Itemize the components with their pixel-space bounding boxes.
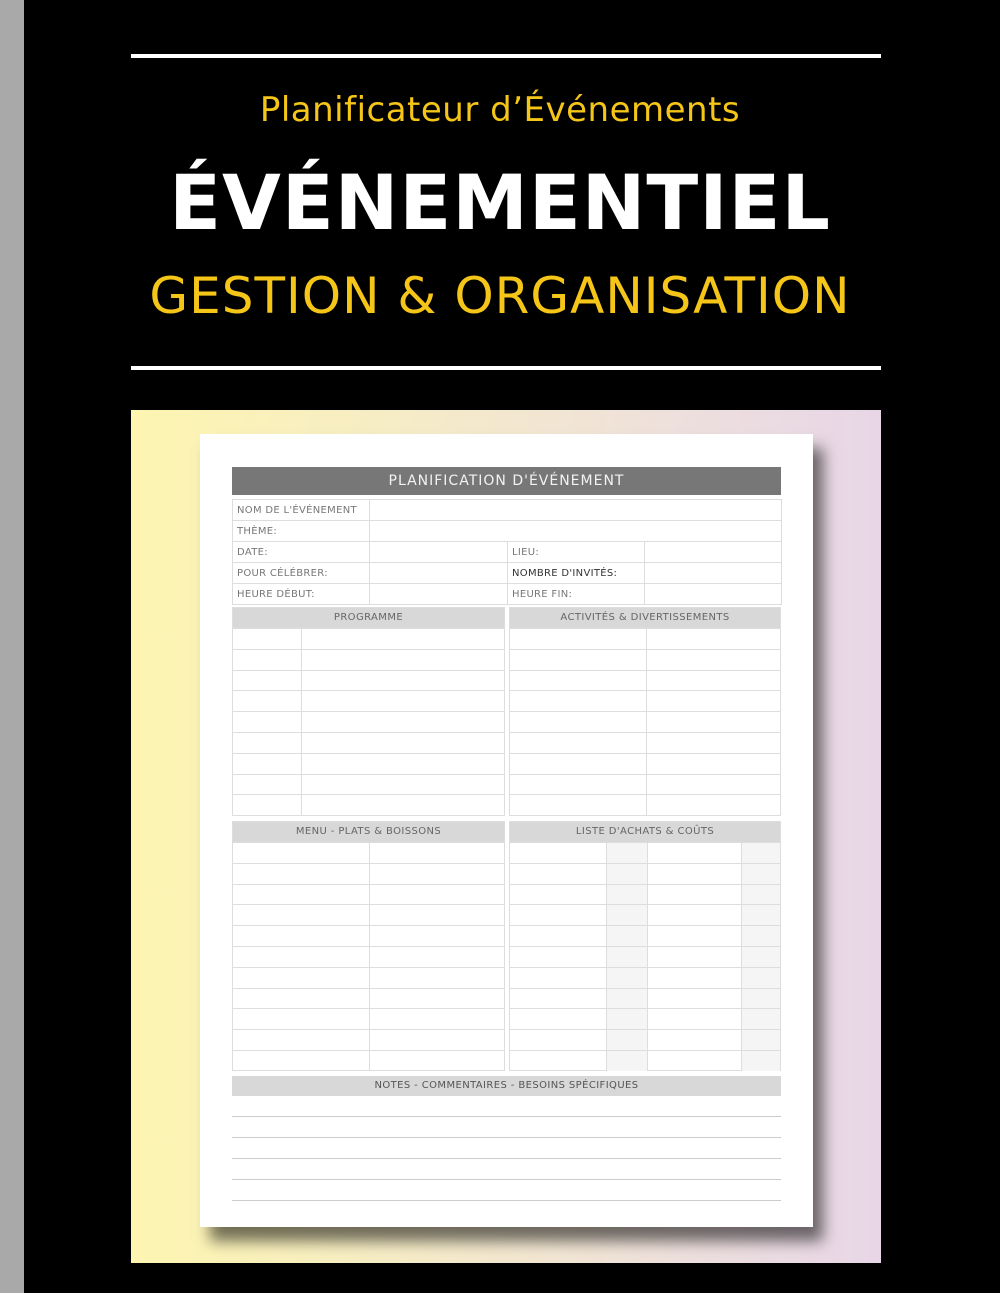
grid-row — [233, 863, 504, 884]
note-line — [232, 1179, 781, 1180]
grid-cell — [510, 946, 606, 967]
grid-cell — [510, 843, 606, 864]
grid-cell — [606, 967, 647, 988]
grid-cell — [647, 926, 741, 947]
grid-cell — [606, 1050, 647, 1071]
grid-row — [510, 1050, 780, 1071]
grid-row — [233, 795, 504, 816]
row-event-name — [233, 500, 782, 521]
grid-cell — [510, 905, 606, 926]
grid-cell — [301, 649, 504, 670]
grid-cell — [369, 863, 504, 884]
grid-cell — [606, 1030, 647, 1051]
grid-cell — [369, 905, 504, 926]
grid-cell — [647, 1050, 741, 1071]
grid-cell — [233, 1009, 369, 1030]
grid-cell — [510, 795, 646, 816]
label-event-name: NOM DE L'ÉVÉNEMENT — [233, 500, 370, 521]
grid-cell — [233, 884, 369, 905]
grid-cell — [646, 670, 780, 691]
grid-row — [510, 712, 780, 733]
grid-row — [233, 884, 504, 905]
grid-cell — [647, 988, 741, 1009]
grid-row — [233, 1050, 504, 1071]
note-line — [232, 1116, 781, 1117]
grid-cell — [301, 691, 504, 712]
grid-row — [233, 967, 504, 988]
grid-cell — [646, 691, 780, 712]
grid-cell — [647, 863, 741, 884]
field-start-time — [370, 584, 508, 605]
shopping-section — [509, 821, 781, 1071]
grid-row — [510, 629, 780, 650]
grid-cell — [741, 1009, 780, 1030]
grid-cell — [510, 1050, 606, 1071]
field-theme — [370, 521, 782, 542]
row-date-place — [233, 542, 782, 563]
grid-row — [233, 843, 504, 864]
grid-cell — [741, 863, 780, 884]
cover-subtitle: Planificateur d’Événements — [259, 90, 741, 130]
grid-cell — [606, 926, 647, 947]
grid-cell — [510, 1030, 606, 1051]
grid-cell — [369, 884, 504, 905]
grid-row — [233, 1030, 504, 1051]
shopping-header: LISTE D'ACHATS & COÛTS — [510, 822, 780, 842]
grid-cell — [741, 843, 780, 864]
grid-cell — [369, 1050, 504, 1071]
field-date — [370, 542, 508, 563]
grid-cell — [233, 988, 369, 1009]
notes-header: NOTES - COMMENTAIRES - BESOINS SPÉCIFIQUES — [232, 1076, 781, 1096]
grid-cell — [646, 753, 780, 774]
grid-row — [510, 884, 780, 905]
grid-cell — [510, 967, 606, 988]
grid-row — [510, 774, 780, 795]
activities-header: ACTIVITÉS & DIVERTISSEMENTS — [510, 608, 780, 628]
menu-grid — [233, 842, 504, 1071]
grid-cell — [510, 649, 646, 670]
grid-row — [510, 843, 780, 864]
grid-cell — [233, 843, 369, 864]
programme-grid — [233, 628, 504, 816]
event-info-table — [232, 499, 782, 605]
grid-cell — [233, 1030, 369, 1051]
grid-cell — [741, 905, 780, 926]
grid-cell — [233, 712, 301, 733]
grid-row — [233, 926, 504, 947]
field-end-time — [645, 584, 782, 605]
menu-section — [232, 821, 505, 1071]
grid-cell — [606, 905, 647, 926]
cover-title: ÉVÉNEMENTIEL — [169, 158, 831, 247]
menu-header: MENU - PLATS & BOISSONS — [233, 822, 504, 842]
field-guests — [645, 563, 782, 584]
grid-cell — [510, 670, 646, 691]
grid-cell — [646, 649, 780, 670]
grid-row — [510, 753, 780, 774]
grid-cell — [233, 1050, 369, 1071]
grid-row — [510, 967, 780, 988]
grid-row — [510, 905, 780, 926]
grid-cell — [606, 946, 647, 967]
grid-cell — [510, 884, 606, 905]
grid-cell — [646, 795, 780, 816]
grid-cell — [301, 670, 504, 691]
cover-tagline: GESTION & ORGANISATION — [149, 267, 851, 325]
programme-header: PROGRAMME — [233, 608, 504, 628]
grid-row — [510, 691, 780, 712]
grid-cell — [301, 732, 504, 753]
label-date: DATE: — [233, 542, 370, 563]
grid-cell — [647, 946, 741, 967]
grid-cell — [646, 732, 780, 753]
grid-row — [233, 691, 504, 712]
grid-row — [233, 946, 504, 967]
grid-cell — [510, 691, 646, 712]
planner-page-preview — [200, 434, 813, 1227]
field-event-name — [370, 500, 782, 521]
grid-cell — [233, 649, 301, 670]
grid-row — [233, 905, 504, 926]
grid-row — [510, 946, 780, 967]
sheet-title: PLANIFICATION D'ÉVÉNEMENT — [232, 467, 781, 495]
grid-cell — [233, 795, 301, 816]
bottom-divider — [131, 366, 881, 370]
grid-row — [510, 926, 780, 947]
grid-cell — [741, 1050, 780, 1071]
activities-grid — [510, 628, 780, 816]
activities-section — [509, 607, 781, 816]
grid-cell — [647, 1030, 741, 1051]
grid-row — [510, 670, 780, 691]
grid-row — [233, 732, 504, 753]
grid-row — [510, 649, 780, 670]
grid-cell — [510, 774, 646, 795]
grid-cell — [510, 753, 646, 774]
note-line — [232, 1158, 781, 1159]
row-theme — [233, 521, 782, 542]
grid-cell — [741, 946, 780, 967]
grid-row — [233, 1009, 504, 1030]
grid-cell — [369, 946, 504, 967]
grid-cell — [233, 863, 369, 884]
row-times — [233, 584, 782, 605]
grid-cell — [510, 629, 646, 650]
grid-row — [510, 863, 780, 884]
grid-cell — [369, 1009, 504, 1030]
note-line — [232, 1200, 781, 1201]
grid-cell — [369, 926, 504, 947]
grid-cell — [369, 843, 504, 864]
label-place: LIEU: — [508, 542, 645, 563]
grid-cell — [647, 884, 741, 905]
grid-cell — [741, 967, 780, 988]
grid-cell — [741, 926, 780, 947]
grid-cell — [510, 926, 606, 947]
grid-cell — [510, 863, 606, 884]
grid-row — [510, 795, 780, 816]
note-line — [232, 1137, 781, 1138]
grid-cell — [233, 967, 369, 988]
grid-row — [510, 1030, 780, 1051]
label-start-time: HEURE DÉBUT: — [233, 584, 370, 605]
grid-cell — [741, 988, 780, 1009]
grid-cell — [647, 1009, 741, 1030]
grid-cell — [646, 712, 780, 733]
grid-cell — [647, 967, 741, 988]
grid-cell — [301, 795, 504, 816]
grid-cell — [233, 774, 301, 795]
grid-cell — [510, 732, 646, 753]
grid-row — [233, 774, 504, 795]
grid-cell — [233, 905, 369, 926]
grid-cell — [606, 1009, 647, 1030]
grid-row — [233, 629, 504, 650]
shopping-grid — [510, 842, 780, 1071]
programme-section — [232, 607, 505, 816]
grid-row — [233, 988, 504, 1009]
grid-cell — [741, 1030, 780, 1051]
grid-cell — [301, 753, 504, 774]
grid-cell — [606, 863, 647, 884]
field-celebrate — [370, 563, 508, 584]
grid-cell — [233, 753, 301, 774]
grid-cell — [510, 1009, 606, 1030]
grid-cell — [647, 905, 741, 926]
grid-row — [510, 1009, 780, 1030]
grid-cell — [646, 774, 780, 795]
label-end-time: HEURE FIN: — [508, 584, 645, 605]
row-celebrate-guests — [233, 563, 782, 584]
grid-cell — [606, 843, 647, 864]
top-divider — [131, 54, 881, 58]
grid-cell — [301, 774, 504, 795]
grid-cell — [233, 691, 301, 712]
grid-cell — [646, 629, 780, 650]
grid-cell — [233, 629, 301, 650]
field-place — [645, 542, 782, 563]
grid-cell — [233, 670, 301, 691]
grid-cell — [606, 988, 647, 1009]
grid-row — [233, 670, 504, 691]
grid-cell — [301, 629, 504, 650]
grid-cell — [233, 946, 369, 967]
grid-cell — [510, 712, 646, 733]
grid-row — [233, 712, 504, 733]
grid-cell — [301, 712, 504, 733]
grid-cell — [233, 926, 369, 947]
grid-cell — [233, 732, 301, 753]
label-theme: THÈME: — [233, 521, 370, 542]
grid-cell — [510, 988, 606, 1009]
grid-cell — [606, 884, 647, 905]
grid-row — [233, 649, 504, 670]
grid-cell — [369, 967, 504, 988]
grid-cell — [741, 884, 780, 905]
label-celebrate: POUR CÉLÉBRER: — [233, 563, 370, 584]
grid-cell — [369, 1030, 504, 1051]
grid-cell — [369, 988, 504, 1009]
grid-row — [510, 988, 780, 1009]
label-guests: NOMBRE D'INVITÉS: — [508, 563, 645, 584]
grid-row — [510, 732, 780, 753]
grid-cell — [647, 843, 741, 864]
grid-row — [233, 753, 504, 774]
